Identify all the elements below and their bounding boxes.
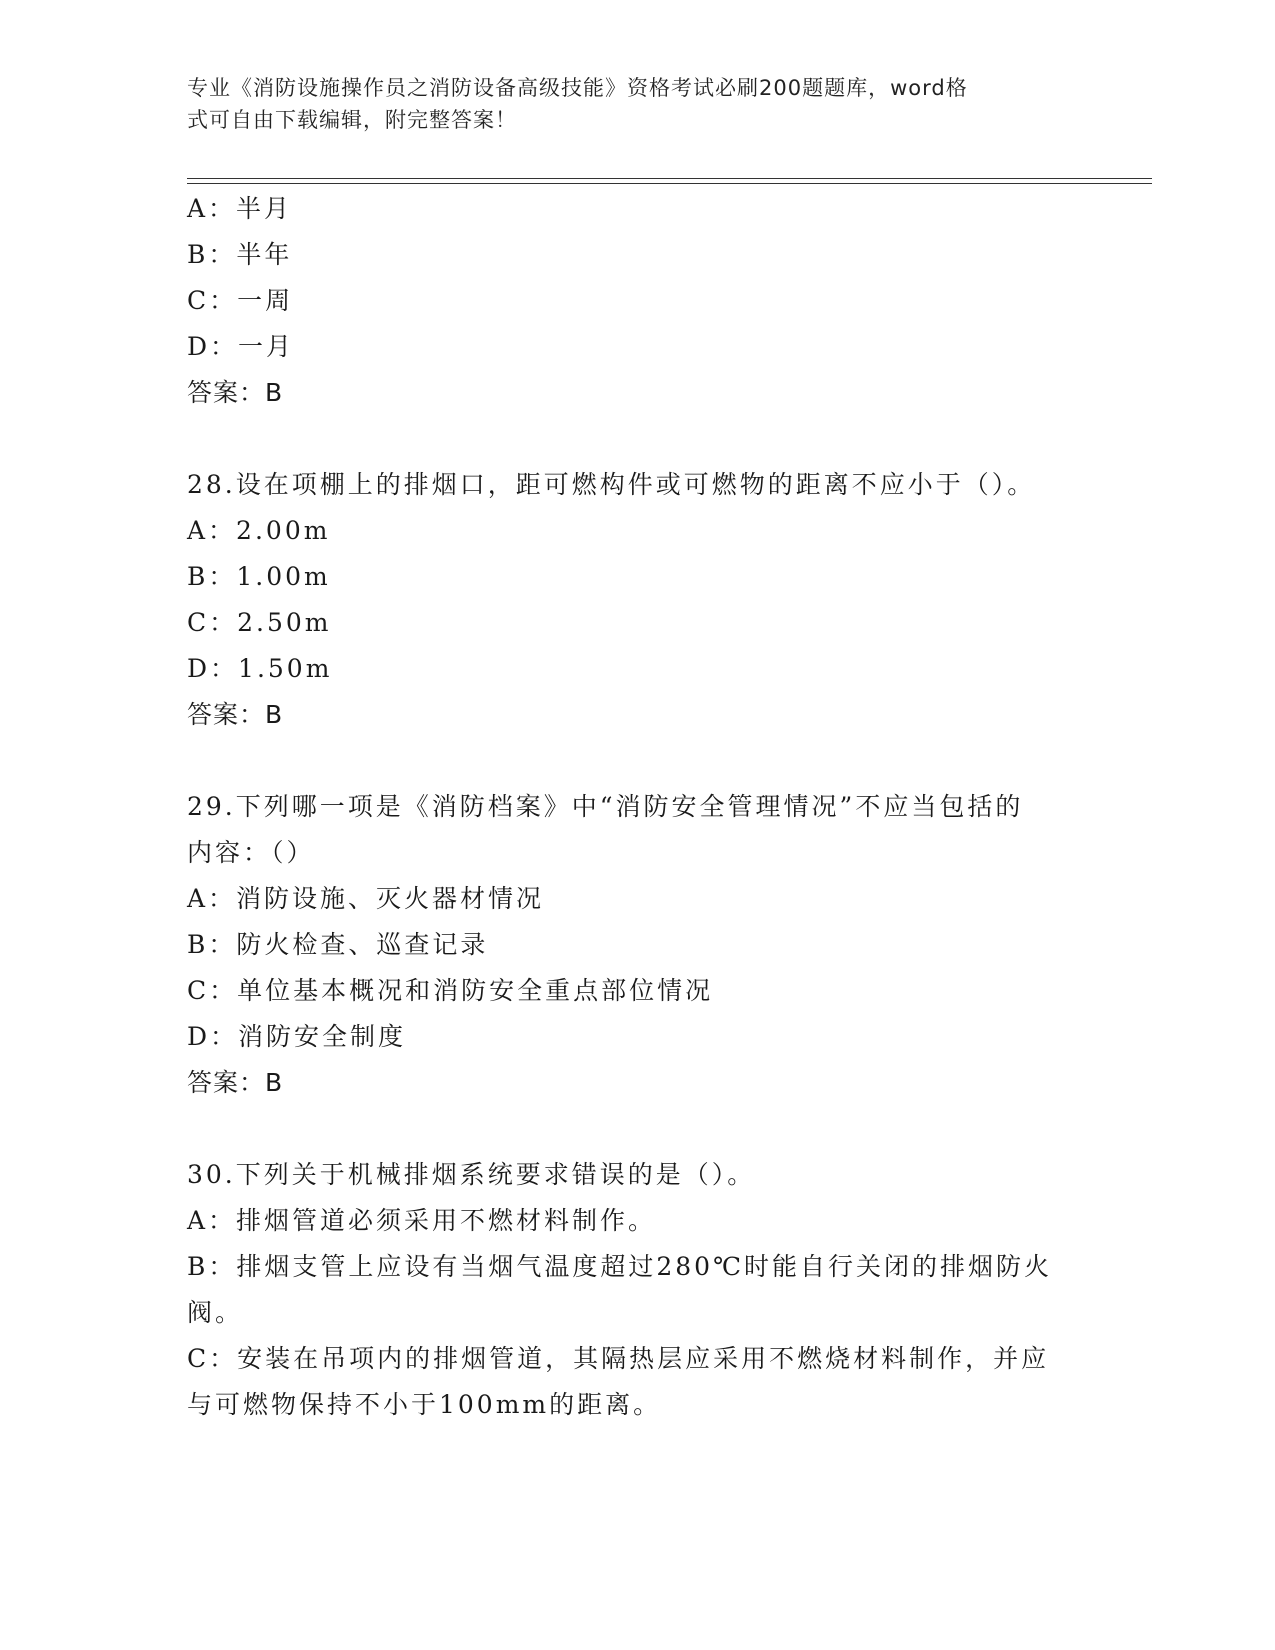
q27-option-d: D：一月 <box>187 332 295 361</box>
q30-option-c-line-2: 与可燃物保持不小于100mm的距离。 <box>187 1390 662 1419</box>
q29-answer: 答案：B <box>187 1068 284 1097</box>
q29-option-c: C：单位基本概况和消防安全重点部位情况 <box>187 976 714 1005</box>
q30-question: 30.下列关于机械排烟系统要求错误的是（）。 <box>187 1160 756 1189</box>
q30-option-c-line-1: C：安装在吊项内的排烟管道，其隔热层应采用不燃烧材料制作，并应 <box>187 1344 1050 1373</box>
q29-option-b: B：防火检查、巡查记录 <box>187 930 489 959</box>
document-header <box>187 72 1067 136</box>
q29-question-line-1: 29.下列哪一项是《消防档案》中“消防安全管理情况”不应当包括的 <box>187 792 1024 821</box>
header-line-1: 专业《消防设施操作员之消防设备高级技能》资格考试必刷200题题库，word格 <box>187 76 968 100</box>
question-29 <box>187 784 1067 1106</box>
spacer <box>187 416 1067 462</box>
question-27 <box>187 186 1067 416</box>
question-30 <box>187 1152 1067 1428</box>
q27-answer: 答案：B <box>187 378 284 407</box>
q28-option-c: C：2.50m <box>187 608 332 637</box>
spacer <box>187 1106 1067 1152</box>
q28-option-d: D：1.50m <box>187 654 333 683</box>
q29-option-d: D：消防安全制度 <box>187 1022 407 1051</box>
question-content <box>187 186 1067 1428</box>
q30-option-a: A：排烟管道必须采用不燃材料制作。 <box>187 1206 657 1235</box>
q27-option-b: B：半年 <box>187 240 293 269</box>
q29-option-a: A：消防设施、灭火器材情况 <box>187 884 545 913</box>
header-line-2: 式可自由下载编辑，附完整答案！ <box>187 108 517 132</box>
q28-option-a: A：2.00m <box>187 516 331 545</box>
q30-option-b-line-2: 阀。 <box>187 1298 244 1327</box>
header-divider-top <box>187 178 1152 179</box>
spacer <box>187 738 1067 784</box>
question-28 <box>187 462 1067 738</box>
q28-question: 28.设在项棚上的排烟口，距可燃构件或可燃物的距离不应小于（）。 <box>187 470 1036 499</box>
q27-option-a: A：半月 <box>187 194 293 223</box>
q29-question-line-2: 内容：（） <box>187 838 315 867</box>
q28-answer: 答案：B <box>187 700 284 729</box>
q27-option-c: C：一周 <box>187 286 294 315</box>
header-divider-bottom <box>187 183 1152 184</box>
q30-option-b-line-1: B：排烟支管上应设有当烟气温度超过280℃时能自行关闭的排烟防火 <box>187 1252 1053 1281</box>
q28-option-b: B：1.00m <box>187 562 331 591</box>
